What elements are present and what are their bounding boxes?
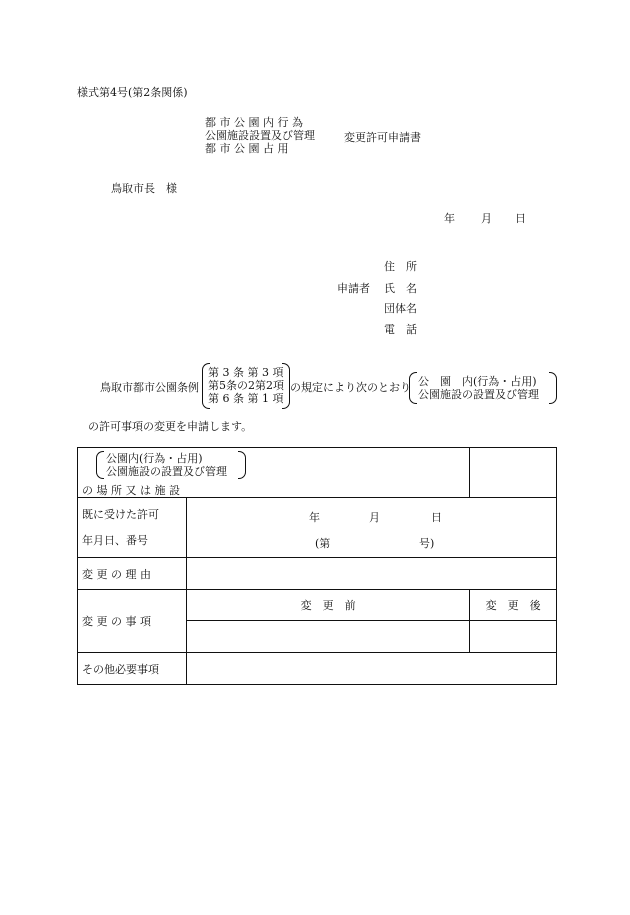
location-value-cell[interactable] [470, 448, 557, 498]
row-reason [78, 558, 557, 590]
body-closing: の許可事項の変更を申請します。 [88, 420, 253, 433]
row-location [78, 448, 557, 498]
body-mid-text: の規定により次のとおり [290, 381, 411, 394]
article-1: 第 3 条 第 3 項 [208, 366, 284, 379]
prior-permit-label-cell [78, 498, 187, 558]
after-header: 変 更 後 [485, 599, 541, 612]
prior-permit-number-suffix: 号) [419, 536, 435, 550]
prior-permit-value-cell[interactable] [187, 498, 557, 558]
applicant-address-label: 住 所 [384, 260, 417, 273]
title-line-3: 都 市 公 園 占 用 [205, 142, 289, 155]
title-bracket-lines [205, 116, 315, 155]
row1-option-1: 公園内(行為・占用) [106, 451, 203, 465]
prior-permit-year: 年 [309, 510, 320, 524]
other-label: その他必要事項 [82, 662, 159, 676]
options-bracket [409, 372, 557, 404]
articles-bracket [202, 363, 290, 409]
change-label-cell [78, 590, 187, 653]
prior-permit-month: 月 [369, 510, 380, 524]
application-table [77, 447, 557, 685]
after-value-cell[interactable] [470, 621, 557, 653]
date-month: 月 [481, 212, 492, 225]
location-label-cell [78, 448, 470, 498]
other-label-cell [78, 653, 187, 685]
other-value-cell[interactable] [187, 653, 557, 685]
addressee: 鳥取市長 様 [111, 182, 177, 195]
form-number: 様式第4号(第2条関係) [77, 86, 188, 99]
prior-permit-day: 日 [431, 510, 442, 524]
applicant-org-label: 団体名 [384, 302, 417, 315]
applicant-name-label: 氏 名 [384, 282, 417, 295]
row1-option-2: 公園施設の設置及び管理 [106, 464, 227, 478]
prior-permit-label-1: 既に受けた許可 [82, 507, 159, 521]
title-line-2: 公園施設設置及び管理 [205, 129, 315, 142]
before-header-cell [187, 590, 470, 621]
row1-label: の 場 所 又 は 施 設 [82, 483, 180, 497]
before-header: 変 更 前 [300, 599, 356, 612]
applicant-label: 申請者 [337, 282, 370, 295]
row-other [78, 653, 557, 685]
reason-label: 変 更 の 理 由 [82, 567, 151, 581]
option-2: 公園施設の設置及び管理 [418, 388, 539, 401]
applicant-phone-label: 電 話 [384, 323, 417, 336]
prior-permit-label-2: 年月日、番号 [82, 533, 148, 547]
before-value-cell[interactable] [187, 621, 470, 653]
article-3: 第 6 条 第 1 項 [208, 392, 284, 405]
date-day: 日 [515, 212, 526, 225]
date-year: 年 [444, 212, 455, 225]
row-prior-permit [78, 498, 557, 558]
row-change-header [78, 590, 557, 621]
title-suffix: 変更許可申請書 [344, 131, 421, 144]
reason-label-cell [78, 558, 187, 590]
prior-permit-number-prefix: (第 [315, 536, 331, 550]
change-label: 変 更 の 事 項 [82, 615, 151, 628]
article-2: 第5条の2第2項 [208, 379, 284, 392]
option-1: 公 園 内(行為・占用) [418, 375, 537, 388]
title-line-1: 都 市 公 園 内 行 為 [205, 116, 303, 129]
row1-options-bracket [96, 451, 246, 479]
after-header-cell [470, 590, 557, 621]
reason-value-cell[interactable] [187, 558, 557, 590]
ordinance-name: 鳥取市都市公園条例 [100, 381, 199, 394]
